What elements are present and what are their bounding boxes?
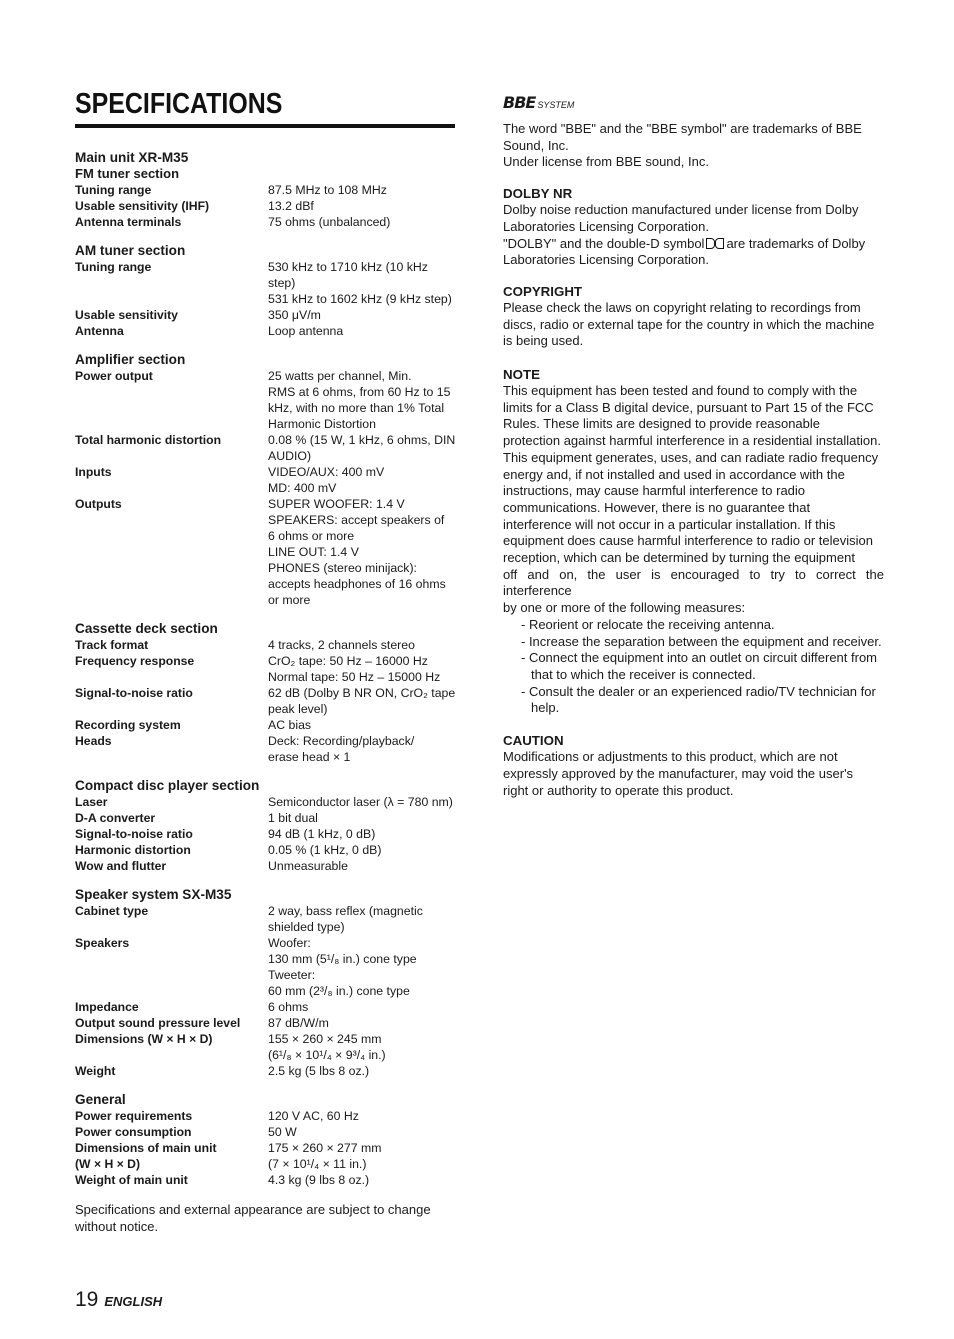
spec-label: Harmonic distortion — [75, 843, 191, 857]
dolby-heading: DOLBY NR — [503, 186, 573, 202]
text-line: protection against harmful interference in a residential installation. — [503, 433, 881, 449]
list-item: - Increase the separation between the equipment and receiver. — [521, 633, 882, 649]
footer-language: ENGLISH — [104, 1294, 163, 1309]
spec-label: Inputs — [75, 465, 112, 479]
spec-label: Dimensions of main unit — [75, 1141, 217, 1155]
spec-value-line: 4.3 kg (9 lbs 8 oz.) — [268, 1173, 370, 1187]
spec-value-line: kHz, with no more than 1% Total — [268, 401, 445, 415]
spec-label: Power requirements — [75, 1109, 193, 1123]
section-heading: Main unit XR-M35 — [75, 150, 189, 165]
spec-value-line: 2.5 kg (5 lbs 8 oz.) — [268, 1064, 370, 1078]
spec-label: Usable sensitivity — [75, 308, 178, 322]
spec-label: Antenna terminals — [75, 215, 182, 229]
section-subheading: FM tuner section — [75, 166, 180, 181]
section-heading: Speaker system SX-M35 — [75, 887, 232, 902]
text-line: interference will not occur in a particular installation. If this — [503, 516, 836, 532]
text-line: The word "BBE" and the "BBE symbol" are trademarks of BBE — [503, 121, 862, 136]
spec-label: Frequency response — [75, 654, 195, 668]
section-heading: Compact disc player section — [75, 778, 260, 793]
text-line: instructions, may cause harmful interference to radio — [503, 483, 806, 499]
spec-value — [268, 653, 457, 685]
spec-value-line: 87.5 MHz to 108 MHz — [268, 183, 387, 197]
spec-value-line: step) — [268, 276, 296, 290]
spec-value-line: AC bias — [268, 718, 312, 732]
spec-value-line: Woofer: — [268, 936, 311, 950]
spec-value-line: 155 × 260 × 245 mm — [268, 1032, 382, 1046]
section-heading: AM tuner section — [75, 243, 186, 258]
specifications-footnote — [75, 1202, 457, 1235]
spec-row — [75, 1172, 457, 1188]
spec-row — [75, 323, 457, 339]
spec-value — [268, 1124, 457, 1140]
spec-value — [268, 432, 457, 464]
spec-value — [268, 903, 457, 935]
spec-label: Usable sensitivity (IHF) — [75, 199, 210, 213]
spec-value-line: Harmonic Distortion — [268, 417, 376, 431]
spec-value-line: 120 V AC, 60 Hz — [268, 1109, 359, 1123]
spec-row — [75, 685, 457, 717]
text-line — [503, 236, 884, 253]
spec-label: Signal-to-noise ratio — [75, 686, 193, 700]
spec-value — [268, 323, 457, 339]
text-line: energy and, if not installed and used in accordance with the — [503, 466, 845, 482]
spec-value-line: PHONES (stereo minijack): — [268, 561, 417, 575]
spec-value-line: 87 dB/W/m — [268, 1016, 329, 1030]
page-title: SPECIFICATIONS — [75, 88, 283, 120]
text-line: discs, radio or external tape for the country in which the machine — [503, 316, 875, 332]
spec-value-line: 94 dB (1 kHz, 0 dB) — [268, 827, 376, 841]
text-line: Under license from BBE sound, Inc. — [503, 154, 709, 170]
spec-value-line: 531 kHz to 1602 kHz (9 kHz step) — [268, 292, 452, 306]
footnote-line: without notice. — [75, 1218, 159, 1234]
spec-row — [75, 842, 457, 858]
spec-value — [268, 214, 457, 230]
spec-value-line: 13.2 dBf — [268, 199, 314, 213]
spec-value-line: 60 mm (2³/₈ in.) cone type — [268, 984, 410, 998]
spec-label: Cabinet type — [75, 904, 149, 918]
spec-value-line: accepts headphones of 16 ohms — [268, 577, 446, 591]
spec-value-line: CrO₂ tape: 50 Hz – 16000 Hz — [268, 654, 428, 668]
spec-value-line: 1 bit dual — [268, 811, 318, 825]
spec-label: Weight of main unit — [75, 1173, 188, 1187]
spec-row — [75, 1063, 457, 1079]
bbe-logo — [503, 95, 884, 115]
spec-value — [268, 1172, 457, 1188]
spec-value — [268, 999, 457, 1015]
dolby-notice — [503, 202, 884, 269]
spec-value-line: 530 kHz to 1710 kHz (10 kHz — [268, 260, 428, 274]
spec-value-line: 6 ohms — [268, 1000, 309, 1014]
spec-label: Laser — [75, 795, 108, 809]
spec-row — [75, 259, 457, 307]
spec-value — [268, 1031, 457, 1063]
spec-value-line: Deck: Recording/playback/ — [268, 734, 415, 748]
text-line: This equipment has been tested and found to comply with the — [503, 383, 858, 399]
copyright-heading: COPYRIGHT — [503, 283, 583, 299]
text-line: by one or more of the following measures: — [503, 600, 746, 616]
page-footer — [75, 1288, 162, 1312]
spec-row — [75, 464, 457, 496]
spec-value-line: MD: 400 mV — [268, 481, 337, 495]
spec-label: Antenna — [75, 324, 124, 338]
dolby-symbol-text-before: "DOLBY" and the double-D symbol — [503, 235, 705, 251]
spec-value — [268, 810, 457, 826]
spec-label: Tuning range — [75, 260, 152, 274]
spec-value-line: Tweeter: — [268, 968, 316, 982]
spec-value-line: erase head × 1 — [268, 750, 351, 764]
text-line: communications. However, there is no guarantee that — [503, 499, 811, 515]
spec-label: Wow and flutter — [75, 859, 167, 873]
spec-value — [268, 794, 457, 810]
spec-value-line: Semiconductor laser (λ = 780 nm) — [268, 795, 453, 809]
spec-label: D-A converter — [75, 811, 156, 825]
spec-value-line: SPEAKERS: accept speakers of — [268, 513, 445, 527]
spec-value-line: VIDEO/AUX: 400 mV — [268, 465, 385, 479]
spec-value — [268, 368, 457, 432]
text-line: Laboratories Licensing Corporation. — [503, 252, 709, 268]
text-line: is being used. — [503, 333, 584, 349]
spec-label: Weight — [75, 1064, 116, 1078]
title-underline — [75, 124, 455, 128]
spec-value-line: 62 dB (Dolby B NR ON, CrO₂ tape — [268, 686, 456, 700]
spec-value-line: 6 ohms or more — [268, 529, 355, 543]
spec-value-line: Loop antenna — [268, 324, 344, 338]
spec-value-line: or more — [268, 593, 311, 607]
spec-value — [268, 717, 457, 733]
spec-row — [75, 717, 457, 733]
spec-label: Track format — [75, 638, 149, 652]
spec-row — [75, 1031, 457, 1063]
spec-label: Impedance — [75, 1000, 139, 1014]
spec-label: Tuning range — [75, 183, 152, 197]
section-heading: Cassette deck section — [75, 621, 218, 636]
spec-label: Dimensions (W × H × D) — [75, 1032, 213, 1046]
fcc-measures-list — [503, 617, 884, 717]
spec-label: Total harmonic distortion — [75, 433, 222, 447]
text-line: expressly approved by the manufacturer, may void the user's — [503, 765, 854, 781]
spec-value — [268, 1015, 457, 1031]
spec-value-line: 130 mm (5¹/₈ in.) cone type — [268, 952, 417, 966]
bbe-logo-mark: BBE — [503, 93, 536, 112]
spec-label: Recording system — [75, 718, 181, 732]
spec-row — [75, 1124, 457, 1140]
spec-value — [268, 935, 457, 999]
spec-row — [75, 1015, 457, 1031]
list-item: - Connect the equipment into an outlet on circuit different from that to which the receiver is connected. — [521, 650, 878, 682]
spec-value — [268, 637, 457, 653]
list-item: - Consult the dealer or an experienced radio/TV technician for help. — [521, 683, 876, 716]
copyright-notice — [503, 300, 884, 350]
note-heading: NOTE — [503, 367, 540, 383]
spec-value-line: 2 way, bass reflex (magnetic — [268, 904, 423, 918]
spec-row — [75, 653, 457, 685]
spec-value-line: 75 ohms (unbalanced) — [268, 215, 391, 229]
spec-row — [75, 733, 457, 765]
spec-value-line: shielded type) — [268, 920, 345, 934]
spec-value-line: 0.08 % (15 W, 1 kHz, 6 ohms, DIN — [268, 433, 456, 447]
list-item: - Reorient or relocate the receiving antenna. — [521, 616, 775, 632]
spec-value-line: (6¹/₈ × 10¹/₄ × 9³/₄ in.) — [268, 1048, 386, 1062]
spec-value — [268, 842, 457, 858]
spec-value-line: 0.05 % (1 kHz, 0 dB) — [268, 843, 382, 857]
spec-row — [75, 826, 457, 842]
bbe-notice — [503, 121, 884, 171]
spec-value — [268, 1063, 457, 1079]
text-line: Laboratories Licensing Corporation. — [503, 218, 709, 234]
spec-value — [268, 1140, 457, 1156]
spec-row — [75, 432, 457, 464]
spec-row — [75, 368, 457, 432]
spec-value-line: Unmeasurable — [268, 859, 348, 873]
spec-row — [75, 999, 457, 1015]
dolby-double-d-icon — [706, 238, 724, 249]
text-line: Dolby noise reduction manufactured under license from Dolby — [503, 202, 859, 218]
spec-label: Power consumption — [75, 1125, 192, 1139]
text-line: reception, which can be determined by turning the equipment — [503, 550, 855, 566]
spec-label: Heads — [75, 734, 112, 748]
spec-row — [75, 1156, 457, 1172]
spec-label: Outputs — [75, 497, 122, 511]
text-line: Sound, Inc. — [503, 137, 569, 153]
spec-value-line: peak level) — [268, 702, 328, 716]
spec-row — [75, 903, 457, 935]
spec-value — [268, 259, 457, 307]
caution-notice — [503, 749, 884, 799]
spec-value-line: AUDIO) — [268, 449, 312, 463]
spec-row — [75, 182, 457, 198]
text-line: Rules. These limits are designed to provide reasonable — [503, 416, 820, 432]
dolby-symbol-text-after: are trademarks of Dolby — [726, 235, 866, 251]
spec-value-line: RMS at 6 ohms, from 60 Hz to 15 — [268, 385, 451, 399]
text-line: right or authority to operate this product. — [503, 782, 734, 798]
spec-value-line: 350 μV/m — [268, 308, 321, 322]
spec-value — [268, 1156, 457, 1172]
spec-value-line: 175 × 260 × 277 mm — [268, 1141, 382, 1155]
spec-value — [268, 496, 457, 608]
spec-value — [268, 685, 457, 717]
footnote-line: Specifications and external appearance are subject to change — [75, 1202, 431, 1217]
spec-label: (W × H × D) — [75, 1157, 141, 1171]
spec-value — [268, 182, 457, 198]
text-line: limits for a Class B digital device, pursuant to Part 15 of the FCC — [503, 399, 874, 415]
notices-column — [503, 95, 884, 799]
spec-value-line: 50 W — [268, 1125, 297, 1139]
fcc-note — [503, 383, 884, 617]
spec-value-line: (7 × 10¹/₄ × 11 in.) — [268, 1157, 367, 1171]
spec-value — [268, 1108, 457, 1124]
text-line: Modifications or adjustments to this product, which are not — [503, 749, 838, 765]
spec-label: Signal-to-noise ratio — [75, 827, 193, 841]
bbe-logo-suffix: SYSTEM — [537, 100, 575, 110]
spec-row — [75, 794, 457, 810]
specifications-column — [75, 150, 457, 1235]
spec-row — [75, 214, 457, 230]
spec-value — [268, 198, 457, 214]
spec-row — [75, 1140, 457, 1156]
spec-value-line: 4 tracks, 2 channels stereo — [268, 638, 415, 652]
text-line: This equipment generates, uses, and can radiate radio frequency — [503, 449, 879, 465]
spec-value-line: Normal tape: 50 Hz – 15000 Hz — [268, 670, 441, 684]
text-line: equipment does cause harmful interference to radio or television — [503, 533, 873, 549]
spec-value — [268, 464, 457, 496]
spec-label: Power output — [75, 369, 153, 383]
text-line: off and on, the user is encouraged to try to correct the interference — [503, 566, 884, 599]
spec-value — [268, 826, 457, 842]
spec-row — [75, 637, 457, 653]
spec-row — [75, 810, 457, 826]
spec-row — [75, 198, 457, 214]
spec-label: Output sound pressure level — [75, 1016, 241, 1030]
spec-value — [268, 858, 457, 874]
caution-heading: CAUTION — [503, 733, 564, 749]
spec-value-line: 25 watts per channel, Min. — [268, 369, 412, 383]
spec-row — [75, 496, 457, 608]
spec-row — [75, 858, 457, 874]
section-heading: General — [75, 1092, 126, 1107]
spec-row — [75, 935, 457, 999]
section-heading: Amplifier section — [75, 352, 186, 367]
spec-value-line: SUPER WOOFER: 1.4 V — [268, 497, 405, 511]
spec-value — [268, 307, 457, 323]
spec-value — [268, 733, 457, 765]
spec-row — [75, 1108, 457, 1124]
text-line: Please check the laws on copyright relating to recordings from — [503, 299, 861, 315]
spec-value-line: LINE OUT: 1.4 V — [268, 545, 359, 559]
spec-label: Speakers — [75, 936, 130, 950]
page-number: 19 — [75, 1288, 99, 1311]
spec-row — [75, 307, 457, 323]
